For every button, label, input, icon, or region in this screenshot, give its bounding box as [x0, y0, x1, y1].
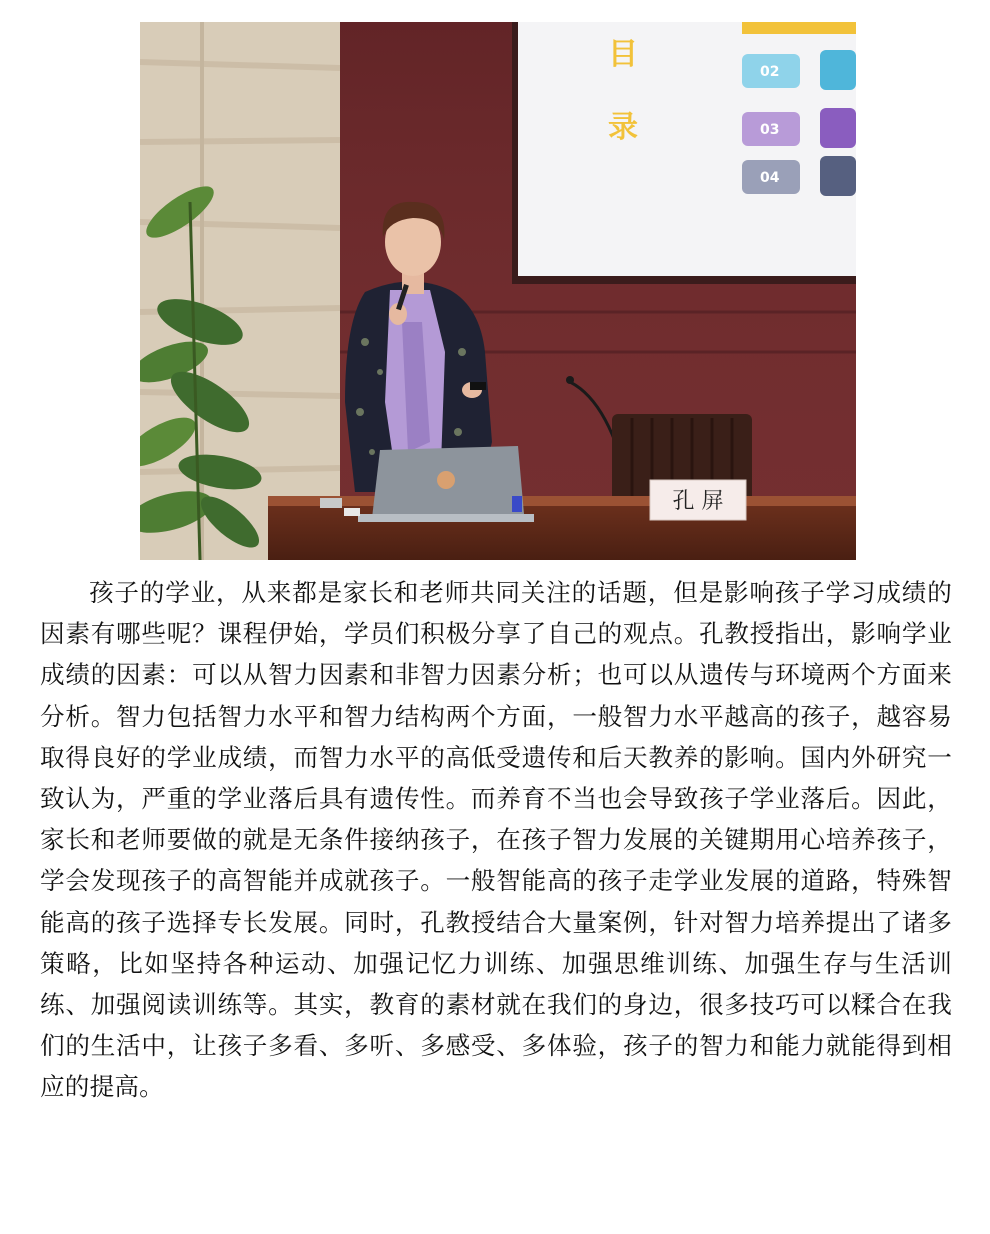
name-plate: 孔 屏: [672, 489, 724, 514]
slide-item-02: 02: [760, 64, 780, 80]
slide-item-03: 03: [760, 122, 780, 138]
lecture-photo: [140, 22, 856, 560]
slide-heading-1: 目: [608, 37, 638, 72]
article-paragraph: 孩子的学业，从来都是家长和老师共同关注的话题，但是影响孩子学习成绩的因素有哪些呢？课程伊始，学员们积极分享了自己的观点。孔教授指出，影响学业成绩的因素：可以从智力因素和非智力因素分析；也可以从遗传与环境两个方面来分析。智力包括智力水平和智力结构两个方面，一般智力水平越高的孩子，越容易取得良好的学业成绩，而智力水平的高低受遗传和后天教养的影响。国内外研究一致认为，严重的学业落后具有遗传性。而养育不当也会导致孩子学业落后。因此，家长和老师要做的就是无条件接纳孩子，在孩子智力发展的关键期用心培养孩子，学会发现孩子的高智能并成就孩子。一般智能高的孩子走学业发展的道路，特殊智能高的孩子选择专长发展。同时，孔教授结合大量案例，针对智力培养提出了诸多策略，比如坚持各种运动、加强记忆力训练、加强思维训练、加强生存与生活训练、加强阅读训练等。其实，教育的素材就在我们的身边，很多技巧可以糅合在我们的生活中，让孩子多看、多听、多感受、多体验，孩子的智力和能力就能得到相应的提高。: [40, 578, 952, 1102]
slide-heading-2: 录: [608, 110, 638, 145]
lecture-photo-illustration: [140, 22, 856, 560]
slide-item-04: 04: [760, 170, 780, 186]
